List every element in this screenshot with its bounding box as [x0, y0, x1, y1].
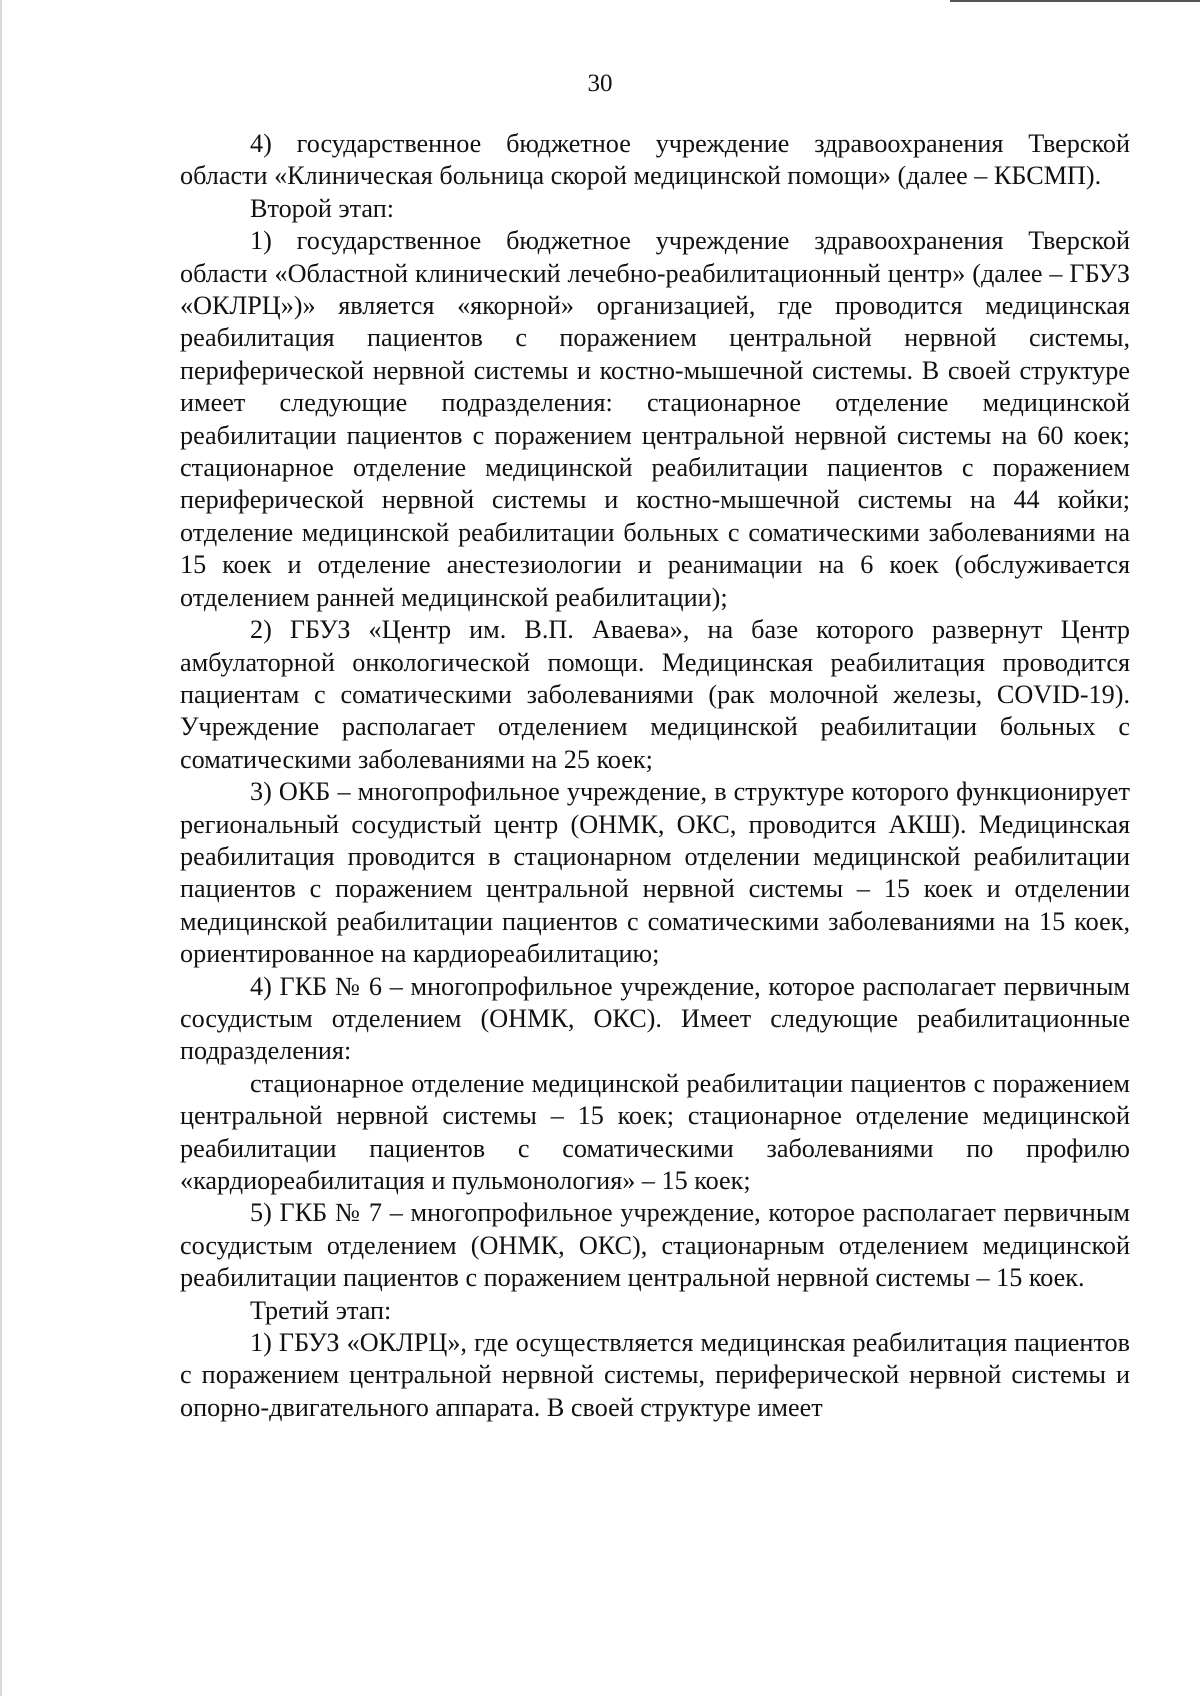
paragraph-stage-three-heading: Третий этап:: [250, 1295, 392, 1325]
paragraph-gkb-6-units: стационарное отделение медицинской реабилитации пациентов с поражением центральной нервной системы – 15 коек; стационарное отделение медицинской реабилитации пациентов с соматическими заболеваниями по профилю «кардиореабилитация и пульмонология» – 15 коек;: [180, 1068, 1130, 1195]
paragraph-avaev-center: 2) ГБУЗ «Центр им. В.П. Аваева», на базе которого развернут Центр амбулаторной онкологической помощи. Медицинская реабилитация проводится пациентам с соматическими заболеваниями (рак молочной железы, COVID-19). Учреждение располагает отделением медицинской реабилитации больных с соматическими заболеваниями на 25 коек;: [180, 615, 1130, 774]
page-number: 30: [587, 70, 613, 97]
paragraph-oklrc: 1) государственное бюджетное учреждение здравоохранения Тверской области «Областной клинический лечебно-реабилитационный центр» (далее – ГБУЗ «ОКЛРЦ»)» является «якорной» организацией, где проводится медицинская реабилитация пациентов с поражением центральной нервной системы, периферической нервной системы и костно-мышечной системы. В своей структуре имеет следующие подразделения: стационарное отделение медицинской реабилитации пациентов с поражением центральной нервной системы на 60 коек; стационарное отделение медицинской реабилитации пациентов с поражением периферической нервной системы и костно-мышечной системы на 44 койки; отделение медицинской реабилитации больных с соматическими заболеваниями на 15 коек и отделение анестезиологии и реанимации на 6 коек (обслуживается отделением ранней медицинской реабилитации);: [180, 226, 1130, 612]
paragraph-oklrc-stage-three: 1) ГБУЗ «ОКЛРЦ», где осуществляется медицинская реабилитация пациентов с поражением центральной нервной системы, периферической нервной системы и опорно-двигательного аппарата. В своей структуре имеет: [180, 1328, 1130, 1422]
paragraph-okb: 3) ОКБ – многопрофильное учреждение, в структуре которого функционирует региональный сосудистый центр (ОНМК, ОКС, проводится АКШ). Медицинская реабилитация проводится в стационарном отделении медицинской реабилитации пациентов с поражением центральной нервной системы – 15 коек и отделении медицинской реабилитации пациентов с соматическими заболеваниями на 15 коек, ориентированное на кардиореабилитацию;: [180, 777, 1130, 969]
paragraph-gkb-7: 5) ГКБ № 7 – многопрофильное учреждение, которое располагает первичным сосудистым отделением (ОНМК, ОКС), стационарным отделением медицинской реабилитации пациентов с поражением центральной нервной системы – 15 коек.: [180, 1198, 1130, 1293]
paragraph-stage-two-heading: Второй этап:: [250, 193, 394, 223]
paragraph-kbsmp: 4) государственное бюджетное учреждение здравоохранения Тверской области «Клиническая больница скорой медицинской помощи» (далее – КБСМП).: [180, 129, 1130, 191]
scan-edge-left: [0, 0, 2, 1696]
paragraph-gkb-6: 4) ГКБ № 6 – многопрофильное учреждение, которое располагает первичным сосудистым отделением (ОНМК, ОКС). Имеет следующие реабилитационные подразделения:: [180, 971, 1130, 1066]
scan-edge-top: [950, 0, 1200, 2]
document-body: [180, 128, 1130, 1424]
